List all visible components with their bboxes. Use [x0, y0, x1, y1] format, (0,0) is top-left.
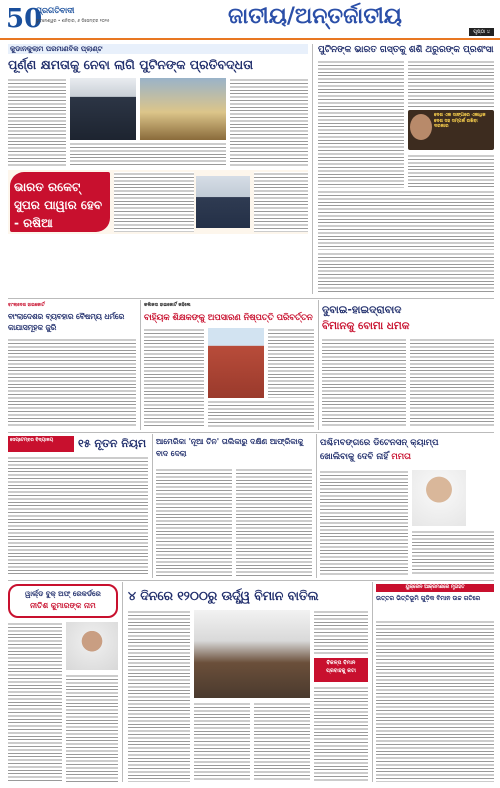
russia-official-photo	[196, 176, 250, 228]
mamata-photo	[412, 470, 466, 526]
flights-headline: ୪ ଦିନରେ ୧୨୦୦ରୁ ଊର୍ଦ୍ଧ୍ୱ ବିମାନ ବାତିଲ	[128, 588, 319, 603]
kicker-band	[8, 44, 308, 54]
tharoor-body-col2	[408, 60, 494, 108]
russia-body-col1	[114, 172, 194, 232]
flights-body-col2	[194, 702, 250, 782]
page-number: ପୃଷ୍ଠା ୪	[469, 28, 494, 36]
bangladesh-body	[8, 338, 136, 428]
kremlin-photo	[140, 78, 226, 140]
newspaper-name: ପ୍ରଗତିବାଦୀ	[36, 6, 75, 15]
tharoor-continued	[318, 252, 494, 292]
mamata-headline-box	[320, 436, 494, 466]
ukraine-headline: ଉତ୍ତର ଭିତ୍ତିଭୂମି ଗୁଡ଼ିକ ବିମାନ ଉଚ୍ଚ ଗତିରେ	[376, 595, 481, 602]
high-court-photo	[208, 328, 264, 398]
mamata-headline-2: ଖୋଲିବାକୁ ଦେବି ନାହିଁ	[320, 452, 389, 462]
dateline: ଭୁବନେଶ୍ୱର • ଶନିବାର, ୬ ଡିସେମ୍ବର ୨୦୨୫	[36, 18, 110, 23]
russia-headline-box	[10, 172, 110, 232]
russia-headline-2: ସୁପର ପାୱାର ହେବ - ରଷିଆ	[14, 198, 103, 230]
tharoor-quote-box	[408, 110, 494, 150]
africa-body-col2	[236, 468, 312, 576]
bangladesh-kicker: ବାଂଲାଦେଶ ହାଇକୋର୍ଟ	[8, 303, 45, 308]
putin-kicker: କୁଡାନକୁଲାମ ପରମାଣବିକ ପ୍ଲାଣ୍ଟ	[10, 45, 103, 53]
masthead	[0, 0, 500, 40]
anniversary-logo: 50	[6, 4, 43, 34]
flights-body-col3	[254, 702, 310, 782]
putin-photo	[70, 78, 136, 140]
tharoor-photo	[410, 114, 432, 140]
putin-body-col1	[8, 78, 66, 166]
nitish-body-col2	[66, 674, 118, 782]
nitish-body-col1	[8, 622, 62, 782]
rules-body	[8, 456, 148, 576]
flights-body-col1	[128, 610, 190, 782]
dubai-headline-1: ଦୁବାଇ-ହାଇଦ୍ରାବାଦ	[322, 304, 402, 316]
russia-headline-1: ଭାରତ ରକେଟ୍	[14, 180, 81, 194]
africa-body-col1	[156, 468, 232, 576]
rules-headline: ୧୫ ନୂତନ ନିୟମ	[78, 437, 147, 450]
section-title: ଜାତୀୟ/ଅନ୍ତର୍ଜାତୀୟ	[228, 4, 402, 29]
kolkata-body-col1	[144, 328, 204, 428]
ukraine-kicker: ୟୁକ୍ରେନ ଆକ୍ରମଣରେ ମୃତାହତ	[376, 584, 494, 592]
kolkata-kicker: କଲିକତା ହାଇକୋର୍ଟ କହିଲେ	[144, 303, 191, 308]
mamata-body-col1	[320, 470, 408, 576]
airport-crowd-photo	[194, 610, 310, 698]
putin-headline: ପୂର୍ଣ୍ଣ କ୍ଷମତାକୁ ନେବା ଲାଗି ପୁଟିନଙ୍କ ପ୍ରତିବଦ୍ଧତା	[8, 57, 254, 72]
mamata-body-col2	[412, 530, 494, 576]
rules-label: ସେପ୍ଟେମ୍ବର ବିଦ୍ୟାଳୟ	[8, 436, 74, 452]
nitish-headline-2: ନୀତିଶ କୁମାରଙ୍କ ନାମ	[30, 601, 96, 610]
nitish-photo	[66, 622, 118, 670]
tharoor-body-col1	[318, 60, 404, 188]
africa-headline: ଆମେରିକା 'ନୂଆ ତିନ' ତାଲିକାରୁ ଦକ୍ଷିଣ ଆଫ୍ରିକାକୁ ବାଦ ଦେଲା	[156, 437, 304, 458]
tharoor-body-bottom	[318, 190, 494, 250]
kolkata-body-col2	[208, 400, 314, 428]
dubai-headline-box	[322, 302, 494, 336]
russia-body-col2	[254, 172, 308, 232]
kolkata-headline: ବାହ୍ୟିକ ଶିକ୍ଷକଙ୍କୁ ଅପସାରଣ ନିଷ୍ପତ୍ତି ପରିବର୍ତ୍ତନ	[144, 312, 313, 322]
dubai-headline-2: ବିମାନକୁ ବୋମା ଧମକ	[322, 320, 410, 332]
tharoor-quote: ଦେଶ ଏକ ସାଙ୍ଗରେ ଏକାଧିକ ଦେଶ ସହ ସମ୍ପର୍କ ରଖିବା ଦରକାର	[434, 113, 486, 130]
flights-sub: ବିକଳ୍ପ ବିମାନ ପ୍ରବାହକୁ କଟା	[314, 658, 368, 682]
ukraine-body	[376, 620, 494, 782]
putin-body-col3	[230, 78, 308, 166]
dubai-body-col2	[410, 338, 494, 428]
bangladesh-headline: ବାଂଲାଦେଶର ବ୍ୟବହାର ବୈଷମ୍ୟ ଧର୍ମରେ କାଯାସମୂହକ ଜୁରି	[8, 312, 125, 332]
flights-body-col4	[314, 610, 368, 654]
flights-body-col5	[314, 686, 368, 782]
mamata-name: ମମତା	[391, 452, 412, 462]
tharoor-body-col3	[408, 154, 494, 188]
tharoor-headline: ପୁଟିନଙ୍କ ଭାରତ ଗସ୍ତକୁ ଶଶି ଥରୁରଙ୍କ ପ୍ରଶଂସା	[318, 45, 494, 55]
mamata-headline-1: ପଶ୍ଚିମବଙ୍ଗରେ ଡିଟେନସନ୍ କ୍ୟାମ୍ପ	[320, 438, 439, 448]
dubai-body-col1	[322, 338, 406, 428]
kolkata-body-col3	[268, 328, 314, 398]
nitish-headline-1: ୱାର୍ଲ୍ଡ ବୁକ୍ ଅଫ୍ ରେକର୍ଡରେ	[25, 590, 101, 598]
nitish-headline-box	[8, 584, 118, 618]
putin-caption	[70, 142, 226, 166]
